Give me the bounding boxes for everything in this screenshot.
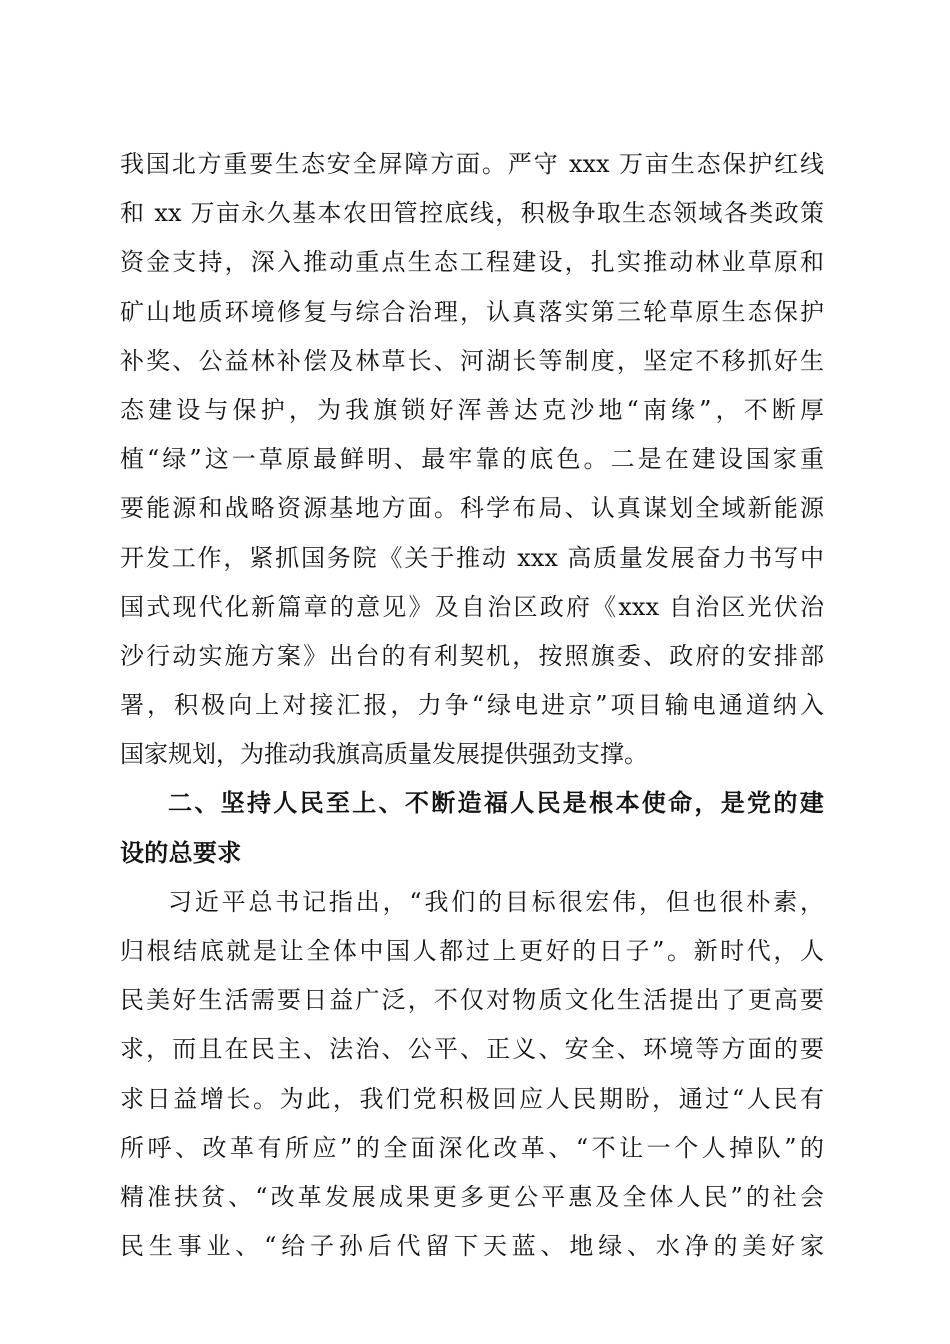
text-line: 开发工作，紧抓国务院《关于推动 xxx 高质量发展奋力书写中 — [120, 543, 824, 572]
text-line: 国式现代化新篇章的意见》及自治区政府《xxx 自治区光伏治 — [120, 592, 824, 621]
text-line: 和 xx 万亩永久基本农田管控底线，积极争取生态领域各类政策 — [120, 199, 824, 228]
document-body — [120, 140, 824, 1271]
text-line: 民美好生活需要日益广泛，不仅对物质文化生活提出了更高要 — [120, 986, 824, 1015]
section-heading-2 — [120, 779, 824, 877]
paragraph-ecology-energy — [120, 140, 824, 779]
text-line: 矿山地质环境修复与综合治理，认真落实第三轮草原生态保护 — [120, 297, 824, 326]
text-line: 沙行动实施方案》出台的有利契机，按照旗委、政府的安排部 — [120, 641, 824, 670]
text-line: 态建设与保护，为我旗锁好浑善达克沙地“南缘”，不断厚 — [120, 395, 824, 424]
text-line: 民生事业、“给子孙后代留下天蓝、地绿、水净的美好家 — [120, 1232, 824, 1261]
text-line: 精准扶贫、“改革发展成果更多更公平惠及全体人民”的社会 — [120, 1182, 824, 1211]
text-line: 国家规划，为推动我旗高质量发展提供强劲支撑。 — [120, 740, 648, 769]
heading-line: 二、坚持人民至上、不断造福人民是根本使命，是党的建 — [168, 789, 824, 818]
paragraph-people-first — [120, 878, 824, 1272]
text-line: 归根结底就是让全体中国人都过上更好的日子”。新时代，人 — [120, 937, 824, 965]
text-line: 资金支持，深入推动重点生态工程建设，扎实推动林业草原和 — [120, 248, 824, 277]
text-line: 所呼、改革有所应”的全面深化改革、“不让一个人掉队”的 — [120, 1133, 824, 1162]
text-line: 要能源和战略资源基地方面。科学布局、认真谋划全域新能源 — [120, 494, 824, 523]
text-line: 求，而且在民主、法治、公平、正义、安全、环境等方面的要 — [120, 1035, 824, 1064]
heading-line: 设的总要求 — [120, 838, 242, 867]
text-line: 署，积极向上对接汇报，力争“绿电进京”项目输电通道纳入 — [120, 691, 824, 720]
text-line: 我国北方重要生态安全屏障方面。严守 xxx 万亩生态保护红线 — [120, 150, 824, 178]
text-line: 习近平总书记指出，“我们的目标很宏伟，但也很朴素， — [168, 887, 824, 916]
text-line: 补奖、公益林补偿及林草长、河湖长等制度，坚定不移抓好生 — [120, 346, 824, 375]
text-line: 求日益增长。为此，我们党积极回应人民期盼，通过“人民有 — [120, 1084, 824, 1113]
text-line: 植“绿”这一草原最鲜明、最牢靠的底色。二是在建设国家重 — [120, 445, 824, 474]
